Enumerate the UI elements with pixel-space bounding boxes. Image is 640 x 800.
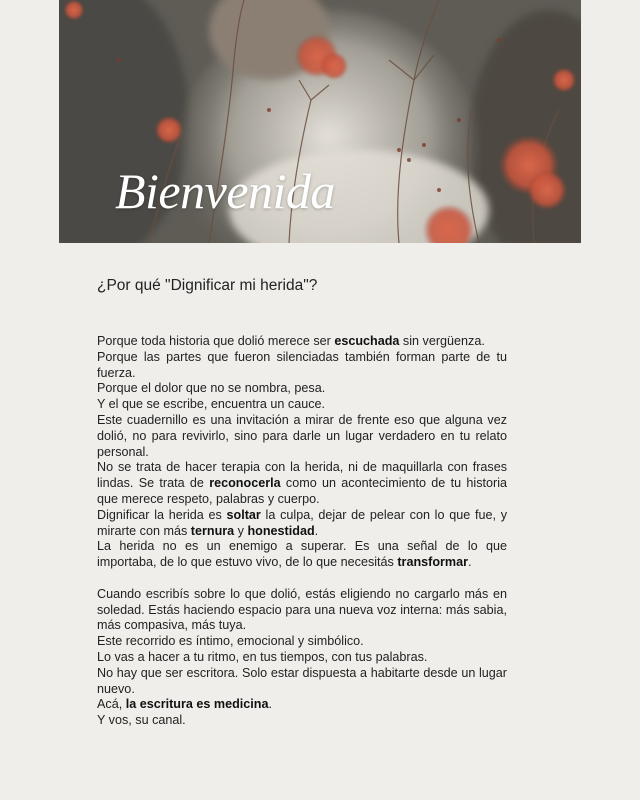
emphasis-text: la escritura es medicina (125, 697, 269, 712)
paragraph-text: La herida no es un enemigo a superar. Es una señal de lo que importaba, de lo que estuvo vivo, de lo que necesitás (97, 539, 507, 570)
paragraph (97, 350, 507, 382)
paragraph-text: . (314, 523, 319, 538)
paragraph (97, 587, 507, 634)
paragraph (97, 334, 507, 350)
paragraph (97, 413, 507, 460)
paragraph-text: sin vergüenza. (399, 334, 485, 348)
emphasis-text: escuchada (334, 334, 400, 348)
paragraph (97, 539, 507, 571)
emphasis-text: honestidad (247, 523, 315, 538)
section-question: ¿Por qué "Dignificar mi herida"? (97, 277, 318, 294)
paragraph-text: Y el que se escribe, encuentra un cauce. (97, 397, 326, 412)
paragraph (97, 460, 507, 507)
paragraph-text: Este recorrido es íntimo, emocional y simbólico. (97, 634, 364, 649)
paragraph-text: Este cuadernillo es una invitación a mirar de frente eso que alguna vez dolió, no para revivirlo, sino para darle un lugar verdadero en tu relato personal. (97, 412, 507, 459)
paragraph-gap (97, 571, 507, 587)
paragraph-text: como un acontecimiento de tu historia que merece respeto, palabras y cuerpo. (97, 476, 507, 506)
body-text (97, 334, 507, 729)
paragraph-text: Porque las partes que fueron silenciadas también forman parte de tu fuerza. (97, 349, 507, 380)
paragraph (97, 397, 507, 413)
paragraph-text: Y vos, su canal. (97, 713, 186, 728)
paragraph-text: . (268, 697, 273, 712)
paragraph-text: . (468, 555, 472, 570)
paragraph-text: Acá, (97, 697, 126, 712)
paragraph-text: No se trata de hacer terapia con la herida, ni de maquillarla con frases lindas. Se trata de (97, 460, 507, 491)
paragraph-text: y (234, 523, 248, 538)
emphasis-text: reconocerla (209, 476, 281, 491)
paragraph (97, 666, 507, 698)
paragraph-text: No hay que ser escritora. Solo estar dispuesta a habitarte desde un lugar nuevo. (97, 665, 507, 696)
paragraph (97, 697, 507, 713)
paragraph (97, 634, 507, 650)
page-title: Bienvenida (115, 163, 335, 219)
paragraph-text: Lo vas a hacer a tu ritmo, en tus tiempos, con tus palabras. (97, 649, 428, 664)
paragraph (97, 381, 507, 397)
paragraph-text: Porque toda historia que dolió merece ser (97, 334, 335, 348)
paragraph-text: Porque el dolor que no se nombra, pesa. (97, 381, 326, 396)
paragraph (97, 713, 507, 729)
emphasis-text: ternura (190, 523, 235, 538)
emphasis-text: soltar (226, 507, 261, 522)
hero-banner (59, 0, 581, 243)
paragraph (97, 508, 507, 540)
paragraph (97, 650, 507, 666)
emphasis-text: transformar (397, 555, 469, 570)
paragraph-text: la culpa, dejar de pelear con lo que fue, y mirarte con más (97, 507, 507, 538)
paragraph-text: Dignificar la herida es (97, 507, 227, 522)
paragraph-text: Cuando escribís sobre lo que dolió, estás eligiendo no cargarlo más en soledad. Estás haciendo espacio para una nueva voz interna: más sabia, más compasiva, más tuya. (97, 586, 507, 633)
